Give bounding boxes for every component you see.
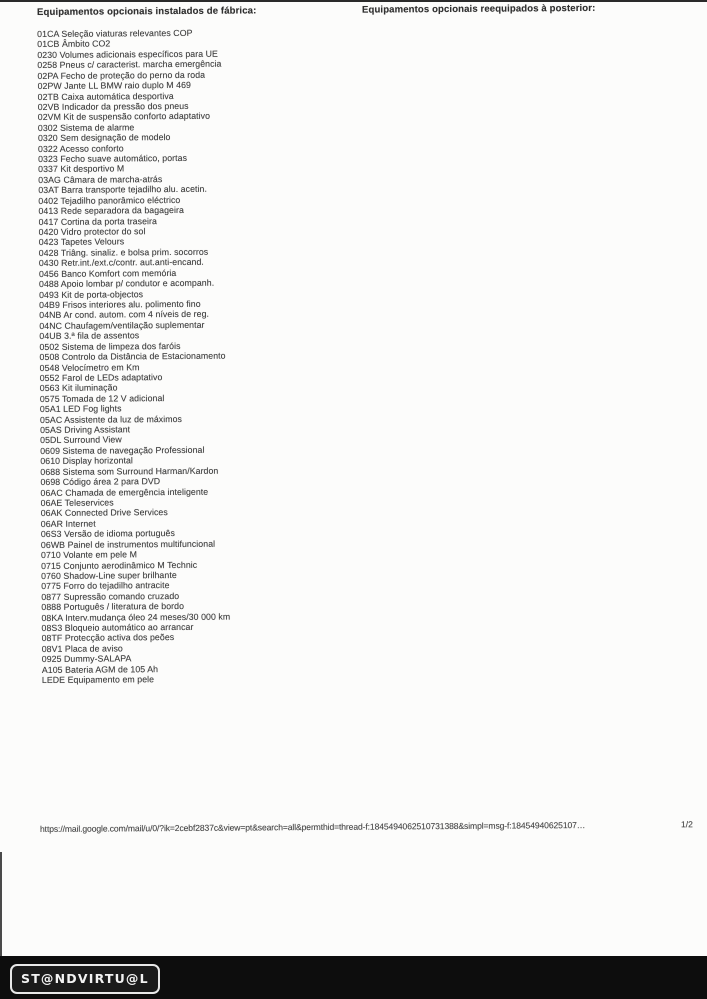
equipment-list-item: 0877 Supressão comando cruzado (41, 590, 180, 602)
equipment-list-item: 0502 Sistema de limpeza dos faróis (39, 340, 181, 352)
equipment-list-item: A105 Bateria AGM de 105 Ah (41, 663, 159, 675)
standvirtual-watermark-logo (10, 964, 160, 994)
equipment-list-item: 0423 Tapetes Velours (38, 236, 125, 248)
equipment-list-item: 02VM Kit de suspensão conforto adaptativo (37, 111, 211, 123)
equipment-list-item: 04B9 Frisos interiores alu. polimento fino (39, 298, 201, 310)
equipment-list-item: 01CA Seleção viaturas relevantes COP (37, 27, 193, 39)
equipment-list-item: 0888 Português / literatura de bordo (41, 601, 185, 613)
equipment-list-item: 0428 Triâng. sinaliz. e bolsa prim. socorros (38, 246, 209, 258)
equipment-list-item: 06WB Painel de instrumentos multifuncional (40, 538, 216, 550)
equipment-list-item: 06S3 Versão de idioma português (40, 528, 175, 540)
factory-options-column-header: Equipamentos opcionais instalados de fábrica: (36, 5, 257, 18)
equipment-list-item: 0337 Kit desportivo M (38, 163, 125, 175)
equipment-list-item: 04NB Ar cond. autom. com 4 níveis de reg. (39, 309, 210, 321)
equipment-list-item: 02PW Jante LL BMW raio duplo M 469 (37, 79, 192, 92)
equipment-list-item: 02VB Indicador da pressão dos pneus (37, 100, 189, 112)
equipment-list (37, 27, 372, 686)
equipment-list-item: 0688 Sistema som Surround Harman/Kardon (40, 465, 219, 477)
equipment-list-item: 05A1 LED Fog lights (39, 403, 122, 415)
equipment-list-item: 0302 Sistema de alarme (37, 122, 135, 133)
equipment-list-item: 0322 Acesso conforto (37, 143, 124, 154)
equipment-list-item: 0760 Shadow-Line super brilhante (41, 569, 177, 581)
equipment-list-item: 0775 Forro do tejadilho antracite (41, 580, 170, 592)
equipment-list-item: 0402 Tejadilho panorâmico eléctrico (38, 194, 181, 206)
equipment-list-item: 0698 Código área 2 para DVD (40, 476, 161, 488)
equipment-list-item: 08S3 Bloqueio automático ao arrancar (41, 621, 194, 634)
page-number: 1/2 (680, 819, 693, 830)
equipment-list-item: 06AE Teleservices (40, 497, 114, 508)
equipment-list-item: 01CB Âmbito CO2 (37, 38, 111, 50)
equipment-list-item: 0508 Controlo da Distância de Estacionamento (39, 350, 226, 363)
equipment-list-item: 05DL Surround View (40, 434, 122, 446)
scanner-bottom-strip (0, 956, 707, 999)
equipment-list-item: 04NC Chaufagem/ventilação suplementar (39, 319, 205, 331)
equipment-list-item: 0420 Vidro protector do sol (38, 226, 146, 238)
equipment-list-item: 0323 Fecho suave automático, portas (38, 152, 188, 165)
equipment-list-item: 0548 Velocímetro em Km (39, 361, 140, 373)
equipment-list-item: LEDE Equipamento em pele (41, 674, 155, 686)
equipment-list-item: 0563 Kit iluminação (39, 382, 118, 394)
equipment-list-item: 06AK Connected Drive Services (40, 507, 168, 519)
equipment-list-item: 0488 Apoio lombar p/ condutor e acompanh. (38, 277, 215, 290)
equipment-list-item: 0925 Dummy-SALAPA (41, 653, 132, 665)
equipment-list-item: 04UB 3.ª fila de assentos (39, 330, 140, 342)
equipment-list-item: 02TB Caixa automática desportiva (37, 90, 174, 102)
equipment-list-item: 06AC Chamada de emergência inteligente (40, 486, 209, 498)
equipment-list-item: 0417 Cortina da porta traseira (38, 215, 157, 227)
equipment-list-item: 0230 Volumes adicionais específicos para UE (37, 48, 218, 60)
equipment-list-item: 06AR Internet (40, 518, 96, 529)
gmail-print-url: https://mail.google.com/mail/u/0/?ik=2cebf2837c&view=pt&search=all&permthid=thread-f:1845494062510731388&simpl=msg-f:18454940625107… (39, 820, 586, 834)
equipment-list-item: 0258 Pneus c/ caracterist. marcha emergência (37, 58, 222, 71)
equipment-list-item: 0609 Sistema de navegação Professional (40, 444, 205, 456)
retrofit-options-column-header: Equipamentos opcionais reequipados à posterior: (361, 2, 596, 16)
equipment-list-item: 0430 Retr.int./ext.c/contr. aut.anti-encand. (38, 257, 204, 269)
equipment-list-item: 0493 Kit de porta-objectos (39, 288, 144, 300)
equipment-list-item: 0610 Display horizontal (40, 455, 133, 467)
equipment-list-item: 0456 Banco Komfort com memória (38, 267, 177, 279)
equipment-list-item: 08V1 Placa de aviso (41, 643, 123, 654)
equipment-list-item: 0413 Rede separadora da bagageira (38, 205, 184, 217)
equipment-list-item: 03AT Barra transporte tejadilho alu. acetin. (38, 184, 207, 196)
equipment-list-item: 03AG Câmara de marcha-atrás (38, 173, 163, 185)
equipment-list-item: 05AS Driving Assistant (40, 424, 131, 436)
equipment-list-item: 02PA Fecho de proteção do perno da roda (37, 69, 206, 81)
equipment-list-item: 0575 Tomada de 12 V adicional (39, 392, 165, 404)
equipment-list-item: 08TF Protecção activa dos peões (41, 632, 175, 644)
equipment-list-item: 08KA Interv.mudança óleo 24 meses/30 000 km (41, 611, 231, 623)
print-footer (0, 819, 707, 834)
equipment-list-item: 0715 Conjunto aerodinâmico M Technic (41, 559, 198, 571)
standvirtual-logo-text: ST@NDVIRTU@L (21, 971, 149, 986)
equipment-list-item: 05AC Assistente da luz de máximos (39, 413, 183, 425)
equipment-list-item: 0552 Farol de LEDs adaptativo (39, 372, 163, 383)
equipment-list-item: 0320 Sem designação de modelo (37, 132, 171, 144)
equipment-list-item: 0710 Volante em pele M (40, 549, 138, 561)
